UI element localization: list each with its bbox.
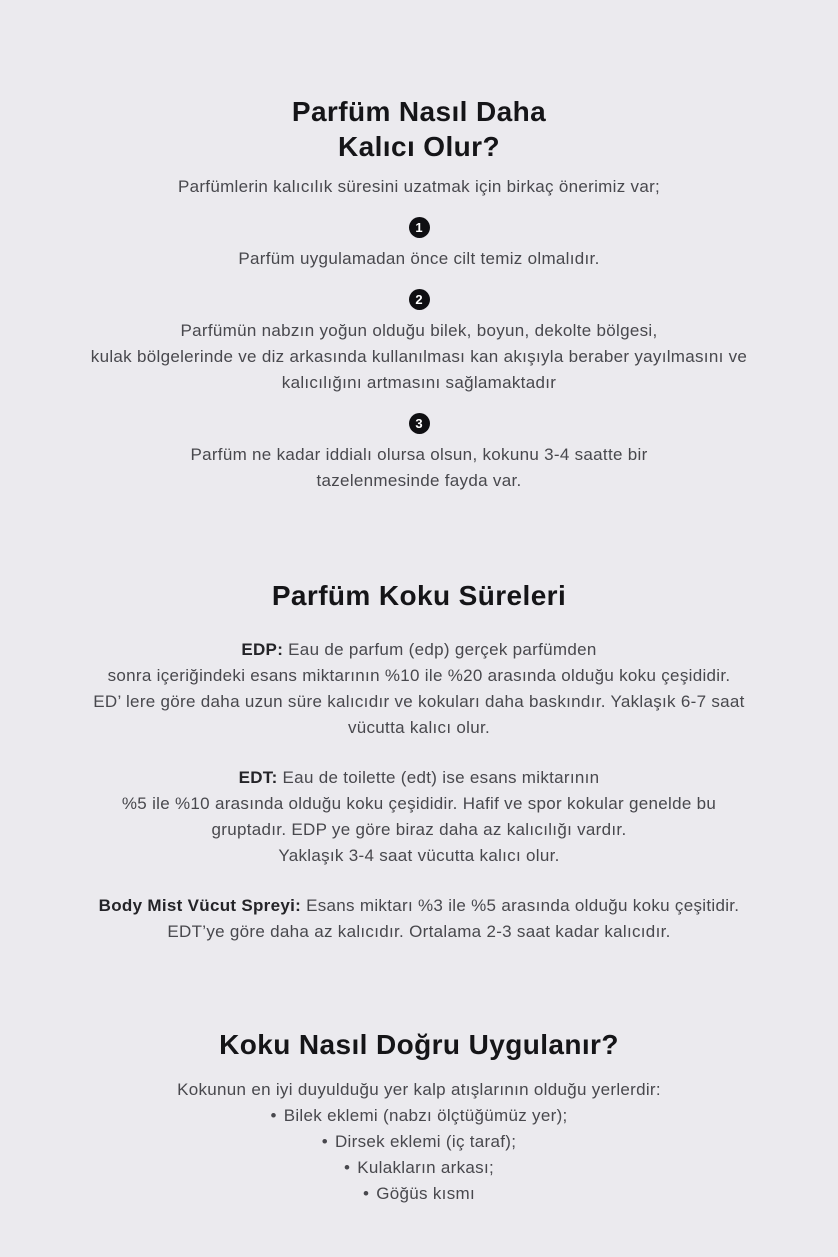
persistence-intro-text: Parfümlerin kalıcılık süresini uzatmak için birkaç önerimiz var; <box>177 177 661 196</box>
paragraph-edp-line: ED’ lere göre daha uzun süre kalıcıdır ve kokuları daha baskındır. Yaklaşık 6-7 saat <box>93 692 745 711</box>
paragraph-edp-line: sonra içeriğindeki esans miktarının %10 ile %20 arasında olduğu koku çeşididir. <box>107 666 731 685</box>
paragraph-edt-line: %5 ile %10 arasında olduğu koku çeşididir. Hafif ve spor kokular genelde bu <box>121 794 717 813</box>
section-persistence <box>0 94 838 494</box>
step-3-text <box>0 442 838 494</box>
paragraph-body-mist <box>0 893 838 945</box>
step-2 <box>0 289 838 396</box>
durations-section-title: Parfüm Koku Süreleri <box>271 580 567 611</box>
body-mist-first-line-text: Esans miktarı %3 ile %5 arasında olduğu koku çeşitidir. <box>306 896 740 915</box>
paragraph-edp-line: vücutta kalıcı olur. <box>347 718 491 737</box>
application-intro-text: Kokunun en iyi duyulduğu yer kalp atışlarının olduğu yerlerdir: <box>177 1080 661 1099</box>
list-item-text: Kulakların arkası; <box>357 1158 494 1177</box>
step-3-number-badge: 3 <box>409 413 430 434</box>
list-item <box>0 1129 838 1155</box>
step-1-number-badge: 1 <box>409 217 430 238</box>
step-2-line: kulak bölgelerinde ve diz arkasında kullanılması kan akışıyla beraber yayılmasını ve <box>90 347 748 366</box>
bullet-icon: • <box>270 1106 277 1125</box>
page-title-line-1: Parfüm Nasıl Daha <box>291 96 547 127</box>
page-title-line-2: Kalıcı Olur? <box>338 131 500 162</box>
paragraph-edp <box>0 637 838 741</box>
list-item-text: Bilek eklemi (nabzı ölçtüğümüz yer); <box>283 1106 568 1125</box>
edt-first-line-text: Eau de toilette (edt) ise esans miktarının <box>282 768 600 787</box>
bullet-icon: • <box>363 1184 370 1203</box>
list-item-text: Göğüs kısmı <box>376 1184 475 1203</box>
body-mist-label: Body Mist Vücut Spreyi: <box>98 896 302 915</box>
step-2-line: Parfümün nabzın yoğun olduğu bilek, boyun, dekolte bölgesi, <box>180 321 658 340</box>
paragraph-edt <box>0 765 838 869</box>
bullet-icon: • <box>343 1158 351 1177</box>
paragraph-edt-line: gruptadır. EDP ye göre biraz daha az kalıcılığı vardır. <box>211 820 627 839</box>
paragraph-edt-line: Yaklaşık 3-4 saat vücutta kalıcı olur. <box>278 846 560 865</box>
bullet-icon: • <box>321 1132 328 1151</box>
step-1-line: Parfüm uygulamadan önce cilt temiz olmalıdır. <box>238 249 600 268</box>
step-3-line: tazelenmesinde fayda var. <box>316 471 522 490</box>
paragraph-edt-line <box>0 765 838 791</box>
paragraph-body-mist-line <box>0 893 838 919</box>
page-title <box>0 94 838 164</box>
step-2-number-badge: 2 <box>409 289 430 310</box>
application-section-title: Koku Nasıl Doğru Uygulanır? <box>219 1029 619 1060</box>
application-bullet-list <box>0 1103 838 1207</box>
step-2-line: kalıcılığını artmasını sağlamaktadır <box>281 373 557 392</box>
section-application <box>0 1027 838 1207</box>
step-3-line: Parfüm ne kadar iddialı olursa olsun, kokunu 3-4 saatte bir <box>190 445 648 464</box>
step-1 <box>0 217 838 272</box>
paragraph-body-mist-line: EDT’ye göre daha az kalıcıdır. Ortalama 2-3 saat kadar kalıcıdır. <box>167 922 671 941</box>
step-2-text <box>0 318 838 396</box>
list-item <box>0 1155 838 1181</box>
step-3 <box>0 413 838 494</box>
edt-label: EDT: <box>238 768 278 787</box>
list-item <box>0 1103 838 1129</box>
section-durations <box>0 578 838 945</box>
edp-first-line-text: Eau de parfum (edp) gerçek parfümden <box>288 640 597 659</box>
list-item <box>0 1181 838 1207</box>
edp-label: EDP: <box>241 640 284 659</box>
list-item-text: Dirsek eklemi (iç taraf); <box>334 1132 517 1151</box>
step-1-text <box>0 246 838 272</box>
paragraph-edp-line <box>0 637 838 663</box>
